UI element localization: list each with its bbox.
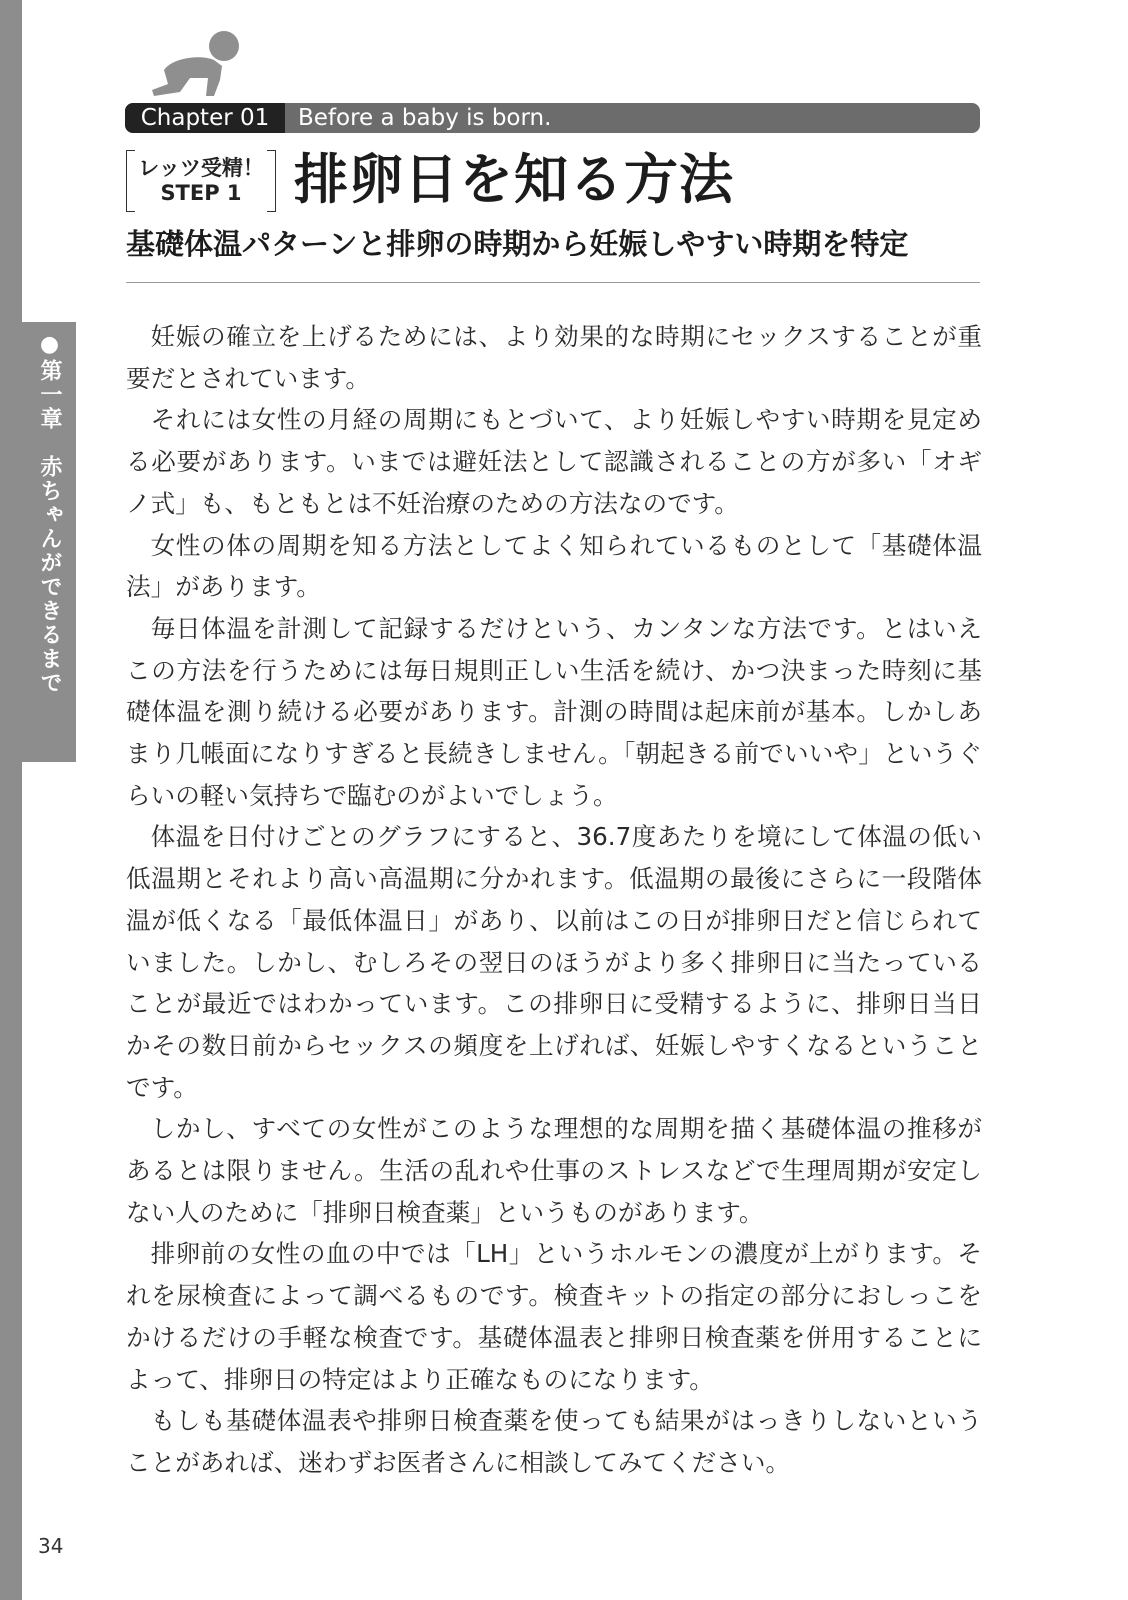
chapter-subtitle: Before a baby is born. <box>298 105 552 131</box>
chapter-side-tab-tip <box>22 706 76 762</box>
page-number: 34 <box>38 1534 64 1558</box>
crawling-baby-icon <box>150 30 242 98</box>
paragraph: それには女性の月経の周期にもとづいて、より妊娠しやすい時期を見定める必要があります。いまでは避妊法として認識されることの方が多い「オギノ式」も、もともとは不妊治療のための方法なのです。 <box>126 405 982 518</box>
paragraph: 排卵前の女性の血の中では「LH」というホルモンの濃度が上がります。それを尿検査によって調べるものです。検査キットの指定の部分におしっこをかけるだけの手軽な検査です。基礎体温表と排卵日検査薬を併用することによって、排卵日の特定はより正確なものになります。 <box>126 1239 982 1394</box>
paragraph: 体温を日付けごとのグラフにすると、36.7度あたりを境にして体温の低い低温期とそれより高い高温期に分かれます。低温期の最後にさらに一段階体温が低くなる「最低体温日」があり、以前はこの日が排卵日だと信じられていました。しかし、むしろその翌日のほうがより多く排卵日に当たっていることが最近ではわかっています。この排卵日に受精するように、排卵日当日かその数日前からセックスの頻度を上げれば、妊娠しやすくなるということです。 <box>126 822 982 1102</box>
title-divider <box>126 282 980 283</box>
paragraph: 毎日体温を計測して記録するだけという、カンタンな方法です。とはいえこの方法を行うためには毎日規則正しい生活を続け、かつ決まった時刻に基礎体温を測り続ける必要があります。計測の時間は起床前が基本。しかしあまり几帳面になりすぎると長続きしません。「朝起きる前でいいや」というぐらいの軽い気持ちで臨むのがよいでしょう。 <box>126 613 982 810</box>
step-badge-line1: レッツ受精！ <box>138 156 264 180</box>
chapter-side-tab-label: ●第一章 赤ちゃんができるまで <box>37 332 62 695</box>
step-badge <box>126 150 276 212</box>
paragraph: もしも基礎体温表や排卵日検査薬を使っても結果がはっきりしないということがあれば、迷わずお医者さんに相談してみてください。 <box>126 1406 982 1477</box>
paragraph: 女性の体の周期を知る方法としてよく知られているものとして「基礎体温法」があります。 <box>126 530 982 602</box>
step-badge-line2: STEP 1 <box>160 181 242 205</box>
paragraph: しかし、すべての女性がこのような理想的な周期を描く基礎体温の推移があるとは限りません。生活の乱れや仕事のストレスなどで生理周期が安定しない人のために「排卵日検査薬」というものがあります。 <box>126 1114 982 1227</box>
page-subtitle: 基礎体温パターンと排卵の時期から妊娠しやすい時期を特定 <box>126 227 909 261</box>
paragraph: 妊娠の確立を上げるためには、より効果的な時期にセックスすることが重要だとされています。 <box>126 322 982 393</box>
body-text <box>126 316 982 1484</box>
chapter-label: Chapter 01 <box>125 103 285 133</box>
page-title: 排卵日を知る方法 <box>294 148 734 211</box>
left-edge-bar <box>0 0 22 1600</box>
